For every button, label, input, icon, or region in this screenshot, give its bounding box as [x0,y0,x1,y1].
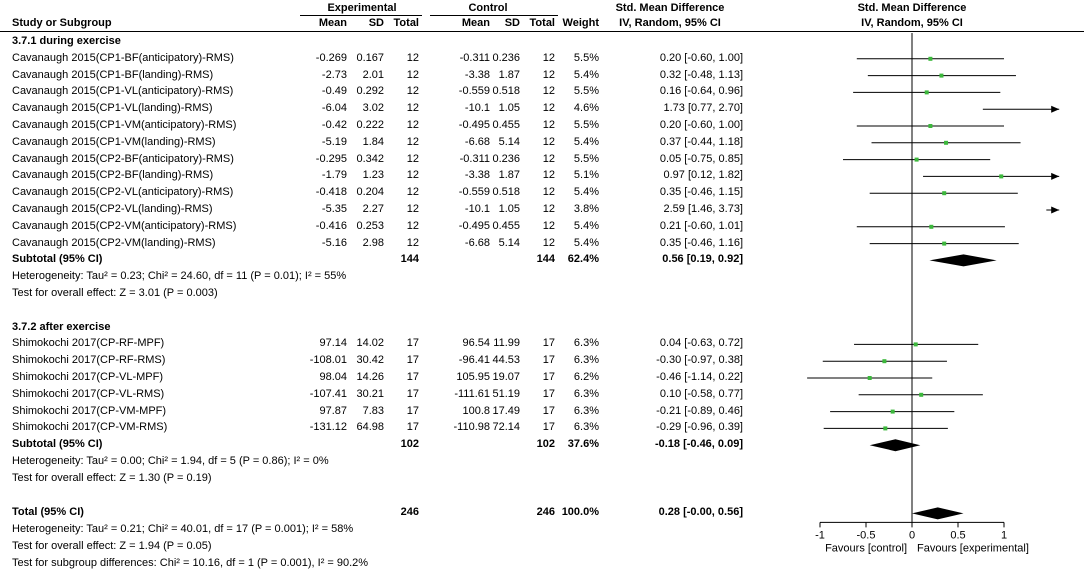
study-0-0-point [928,57,932,61]
c-sd-value: 1.87 [498,169,520,182]
weight-value: 6.3% [573,404,599,417]
e-sd-value: 0.222 [356,119,384,131]
c-mean-value: 105.95 [456,371,490,383]
e-total-value: 17 [406,387,419,400]
weight-value: 4.6% [573,102,599,115]
c-mean-value: -10.1 [464,102,490,115]
e-total-value: 12 [406,219,419,232]
e-mean-value: -0.42 [321,119,347,131]
c-mean-value: 96.54 [462,337,490,350]
weight-value: 6.3% [573,337,599,350]
e-mean-value: -0.295 [315,152,347,165]
overall-effect-text: Test for overall effect: Z = 1.30 (P = 0.19) [12,471,212,484]
c-total-value: 12 [542,203,555,215]
x-tick-label: -1 [815,529,825,542]
experimental-header: Experimental [327,2,397,14]
favours-experimental-label: Favours [experimental] [917,542,1029,555]
study-name: Shimokochi 2017(CP-VM-RMS) [12,421,168,434]
forest-subtitle: IV, Random, 95% CI [861,17,963,29]
e-mean-value: -0.269 [315,51,347,64]
ci-value: 1.73 [0.77, 2.70] [663,102,743,115]
ci-value: 0.37 [-0.44, 1.18] [659,135,743,148]
total-diamond [912,507,964,519]
total-e-total: 246 [400,506,419,519]
e-total-value: 12 [406,152,419,165]
ci-value: -0.46 [-1.14, 0.22] [656,371,743,383]
study-name: Cavanaugh 2015(CP1-VL(landing)-RMS) [12,102,213,115]
e-mean-value: 97.87 [319,404,347,417]
c-total-value: 12 [542,219,555,232]
weight-value: 5.4% [573,186,599,199]
study-1-0-point [914,342,918,346]
weight-value: 6.3% [573,421,599,434]
ci-value: -0.29 [-0.96, 0.39] [656,421,743,434]
e-total-value: 12 [406,186,419,199]
study-0-10-point [929,225,933,229]
study-name: Cavanaugh 2015(CP2-BF(landing)-RMS) [12,169,214,182]
c-total-value: 17 [542,337,555,350]
weight-header: Weight [562,17,599,29]
study-name: Shimokochi 2017(CP-VL-MPF) [12,371,163,383]
c-mean-value: -3.38 [464,169,490,182]
study-name: Cavanaugh 2015(CP2-VM(anticipatory)-RMS) [12,219,237,232]
total-label: Total (95% CI) [12,506,84,519]
subtotal-ci: -0.18 [-0.46, 0.09] [654,438,743,451]
subtotal-label: Subtotal (95% CI) [12,438,103,451]
study-0-5-point [944,141,948,145]
ci-value: 0.35 [-0.46, 1.16] [659,236,743,249]
ci-value: -0.21 [-0.89, 0.46] [656,404,743,417]
e-sd-header: SD [368,17,384,29]
e-total-value: 12 [406,169,419,182]
c-sd-value: 5.14 [498,236,520,249]
ci-value: 0.35 [-0.46, 1.15] [659,186,743,199]
ci-header: IV, Random, 95% CI [619,17,721,29]
c-mean-value: -3.38 [464,68,490,81]
c-total-value: 12 [542,85,555,98]
e-mean-value: -5.35 [321,203,347,215]
overall-effect-text: Test for overall effect: Z = 3.01 (P = 0.003) [12,287,218,299]
c-mean-value: 100.8 [462,404,490,417]
e-total-value: 17 [406,404,419,417]
e-sd-value: 14.26 [356,371,384,383]
total-weight: 100.0% [561,506,599,519]
c-total-value: 12 [542,119,555,131]
e-sd-value: 30.42 [356,354,384,367]
e-mean-value: -107.41 [309,387,347,400]
e-mean-value: 98.04 [319,371,347,383]
subtotal-diamond-1 [870,439,921,451]
c-total-value: 12 [542,102,555,115]
c-sd-value: 0.518 [492,85,520,98]
x-tick-label: 0.5 [950,529,966,542]
total-ci: 0.28 [-0.00, 0.56] [658,506,743,519]
e-sd-value: 0.253 [356,219,384,232]
c-sd-value: 1.05 [498,203,520,215]
e-sd-value: 0.167 [356,51,384,64]
weight-value: 5.5% [573,51,599,64]
e-total-value: 17 [406,354,419,367]
study-name: Shimokochi 2017(CP-RF-RMS) [12,354,166,367]
study-0-4-point [928,124,932,128]
c-sd-value: 0.455 [492,219,520,232]
weight-value: 5.5% [573,119,599,131]
study-name: Cavanaugh 2015(CP1-BF(landing)-RMS) [12,68,214,81]
ci-value: 0.04 [-0.63, 0.72] [659,337,743,350]
c-sd-value: 5.14 [498,135,520,148]
c-mean-value: -110.98 [453,421,490,434]
ci-value: 0.16 [-0.64, 0.96] [659,85,743,98]
study-0-6-point [915,158,919,162]
x-tick-label: 1 [1000,529,1008,542]
weight-value: 5.5% [573,85,599,98]
subtotal-weight: 37.6% [567,438,599,451]
subtotal-diamond-0 [929,254,996,266]
c-total-value: 12 [542,186,555,199]
study-0-7-point [999,174,1003,178]
group-title: 3.7.2 after exercise [12,320,111,333]
c-sd-value: 0.455 [492,119,520,131]
study-0-3-arrow-right [1051,106,1059,113]
e-mean-value: -0.418 [315,186,347,199]
smd-header: Std. Mean Difference [615,2,725,14]
e-total-header: Total [393,17,419,29]
e-mean-value: -2.73 [321,68,347,81]
e-mean-value: -108.01 [309,354,347,367]
e-total-value: 17 [406,421,419,434]
ci-value: 0.20 [-0.60, 1.00] [659,51,743,64]
c-mean-value: -10.1 [464,203,490,215]
e-total-value: 12 [406,119,419,131]
e-total-value: 17 [406,371,419,383]
study-name: Cavanaugh 2015(CP2-VM(landing)-RMS) [12,236,216,249]
c-total-value: 12 [542,51,555,64]
e-sd-value: 64.98 [356,421,384,434]
e-mean-value: -6.04 [321,102,347,115]
c-mean-value: -0.311 [459,51,490,64]
c-sd-value: 0.518 [492,186,520,199]
study-name: Cavanaugh 2015(CP1-VM(landing)-RMS) [12,135,216,148]
c-mean-value: -0.495 [458,119,490,131]
study-0-9-arrow-right [1051,207,1059,214]
e-total-value: 12 [406,85,419,98]
weight-value: 5.4% [573,68,599,81]
study-name: Shimokochi 2017(CP-VM-MPF) [12,404,167,417]
c-total-value: 17 [542,421,555,434]
ci-value: 0.32 [-0.48, 1.13] [659,68,743,81]
c-mean-value: -0.311 [459,152,490,165]
weight-value: 5.4% [573,135,599,148]
c-mean-value: -6.68 [464,135,490,148]
ci-value: 0.97 [0.12, 1.82] [663,169,743,182]
c-total-header: Total [529,17,555,29]
c-sd-value: 0.236 [492,152,520,165]
c-total-value: 17 [542,354,555,367]
group-title: 3.7.1 during exercise [12,35,121,47]
e-mean-value: -5.16 [321,236,347,249]
e-total-value: 12 [406,68,419,81]
weight-value: 5.4% [573,219,599,232]
e-mean-header: Mean [318,17,347,29]
c-sd-value: 11.99 [493,337,520,350]
ci-value: 0.21 [-0.60, 1.01] [659,219,743,232]
e-sd-value: 1.23 [362,169,384,182]
weight-value: 6.3% [573,387,599,400]
c-sd-value: 1.05 [498,102,520,115]
c-total-value: 17 [542,387,555,400]
subtotal-e-total: 144 [400,253,419,266]
c-mean-value: -0.559 [458,186,490,199]
study-name: Cavanaugh 2015(CP2-BF(anticipatory)-RMS) [12,152,234,165]
c-mean-value: -0.559 [458,85,490,98]
c-sd-value: 1.87 [498,68,520,81]
weight-value: 6.2% [573,371,599,383]
study-1-2-point [868,376,872,380]
study-1-5-point [883,426,887,430]
c-total-value: 12 [542,135,555,148]
weight-value: 6.3% [573,354,599,367]
c-sd-header: SD [504,17,520,29]
weight-value: 5.4% [573,236,599,249]
e-sd-value: 1.84 [362,135,384,148]
c-total-value: 12 [542,68,555,81]
subtotal-label: Subtotal (95% CI) [12,253,103,266]
e-sd-value: 0.204 [356,186,384,199]
e-sd-value: 7.83 [362,404,384,417]
subtotal-ci: 0.56 [0.19, 0.92] [662,253,743,266]
study-1-1-point [882,359,886,363]
c-mean-value: -6.68 [464,236,490,249]
ci-value: 0.05 [-0.75, 0.85] [659,152,743,165]
c-sd-value: 44.53 [492,354,520,367]
study-name: Cavanaugh 2015(CP2-VL(anticipatory)-RMS) [12,186,234,199]
e-total-value: 12 [406,236,419,249]
e-sd-value: 0.342 [356,152,384,165]
c-sd-value: 17.49 [492,404,520,417]
subtotal-weight: 62.4% [567,253,599,266]
control-header: Control [468,2,508,14]
total-heterogeneity-text: Heterogeneity: Tau² = 0.21; Chi² = 40.01, df = 17 (P = 0.001); I² = 58% [12,523,354,536]
e-total-value: 12 [406,135,419,148]
c-total-value: 12 [542,236,555,249]
study-name: Cavanaugh 2015(CP1-BF(anticipatory)-RMS) [12,51,234,64]
study-0-7-arrow-right [1051,173,1059,180]
e-total-value: 17 [406,337,419,350]
total-overall-effect-text: Test for overall effect: Z = 1.94 (P = 0.05) [12,540,212,552]
c-total-value: 12 [542,169,555,182]
subgroup-test-text: Test for subgroup differences: Chi² = 10.16, df = 1 (P = 0.001), I² = 90.2% [12,556,369,569]
e-mean-value: -1.79 [321,169,347,182]
c-total-value: 12 [542,152,555,165]
study-0-11-point [942,242,946,246]
study-name: Shimokochi 2017(CP-VL-RMS) [12,387,165,400]
e-mean-value: -5.19 [321,135,347,148]
c-sd-value: 19.07 [492,371,520,383]
e-mean-value: 97.14 [319,337,347,350]
heterogeneity-text: Heterogeneity: Tau² = 0.00; Chi² = 1.94, df = 5 (P = 0.86); I² = 0% [12,455,329,467]
c-mean-value: -111.61 [454,387,490,400]
c-mean-value: -96.41 [458,354,490,367]
c-mean-value: -0.495 [458,219,490,232]
study-0-2-point [925,90,929,94]
c-sd-value: 51.19 [492,387,520,400]
study-1-4-point [891,410,895,414]
e-sd-value: 0.292 [356,85,384,98]
c-total-value: 17 [542,371,555,383]
e-total-value: 12 [406,203,419,215]
study-name: Cavanaugh 2015(CP1-VM(anticipatory)-RMS) [12,119,237,131]
e-mean-value: -0.416 [315,219,347,232]
study-name: Cavanaugh 2015(CP1-VL(anticipatory)-RMS) [12,85,234,98]
ci-value: -0.30 [-0.97, 0.38] [656,354,743,367]
e-sd-value: 3.02 [362,102,384,115]
subtotal-e-total: 102 [400,438,419,451]
e-sd-value: 2.27 [362,203,384,215]
c-sd-value: 72.14 [492,421,520,434]
heterogeneity-text: Heterogeneity: Tau² = 0.23; Chi² = 24.60, df = 11 (P = 0.01); I² = 55% [12,270,347,283]
favours-control-label: Favours [control] [825,542,907,555]
ci-value: 0.20 [-0.60, 1.00] [659,119,743,131]
e-sd-value: 2.01 [362,68,384,81]
study-0-1-point [939,74,943,78]
e-mean-value: -0.49 [321,85,347,98]
study-name: Cavanaugh 2015(CP2-VL(landing)-RMS) [12,203,213,215]
study-0-8-point [942,191,946,195]
ci-value: 0.10 [-0.58, 0.77] [659,387,743,400]
e-sd-value: 30.21 [356,387,384,400]
x-tick-label: 0 [908,529,916,542]
study-1-3-point [919,393,923,397]
weight-value: 3.8% [573,203,599,215]
total-c-total: 246 [536,506,555,519]
e-total-value: 12 [406,102,419,115]
forest-title: Std. Mean Difference [857,2,967,14]
e-sd-value: 2.98 [362,236,384,249]
study-name: Shimokochi 2017(CP-RF-MPF) [12,337,165,350]
weight-value: 5.1% [573,169,599,182]
ci-value: 2.59 [1.46, 3.73] [663,203,743,215]
study-header: Study or Subgroup [12,17,112,29]
c-total-value: 17 [542,404,555,417]
c-mean-header: Mean [461,17,490,29]
subtotal-c-total: 102 [536,438,555,451]
e-mean-value: -131.12 [309,421,347,434]
subtotal-c-total: 144 [536,253,555,266]
x-tick-label: -0.5 [856,529,876,542]
e-total-value: 12 [406,51,419,64]
c-sd-value: 0.236 [492,51,520,64]
e-sd-value: 14.02 [356,337,384,350]
weight-value: 5.5% [573,152,599,165]
